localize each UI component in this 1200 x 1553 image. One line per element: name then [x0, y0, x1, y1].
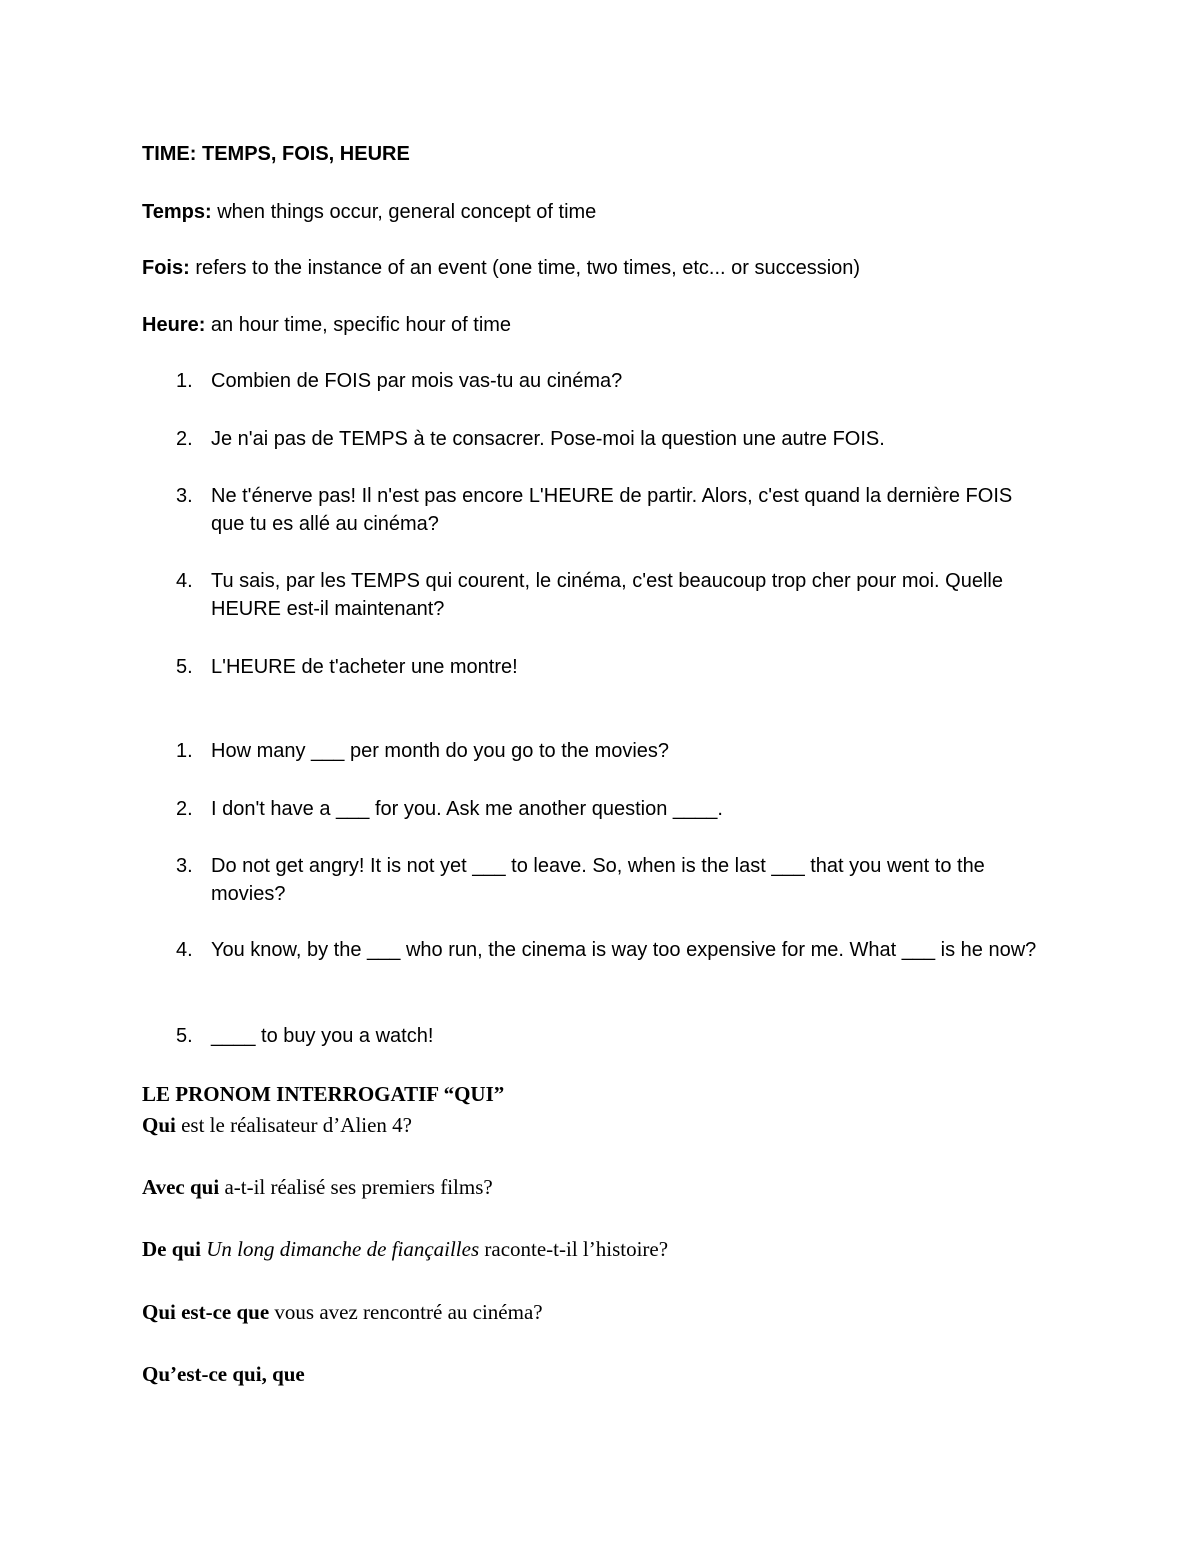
keyword: Qui est-ce que — [142, 1300, 270, 1324]
definition-term: Heure: — [142, 314, 206, 336]
keyword: Qui — [142, 1113, 176, 1137]
list-item: You know, by the ___ who run, the cinema is way too expensive for me. What ___ is he now? — [211, 939, 1037, 961]
list-item: Combien de FOIS par mois vas-tu au cinéma? — [211, 370, 623, 392]
example-text: vous avez rencontré au cinéma? — [269, 1300, 543, 1324]
list-number: 2. — [176, 428, 193, 450]
qui-example-2 — [142, 1172, 493, 1202]
keyword: Avec qui — [142, 1175, 220, 1199]
keyword: Qu’est-ce qui, que — [142, 1362, 305, 1386]
list-item: Ne t'énerve pas! Il n'est pas encore L'HEURE de partir. Alors, c'est quand la dernière FOIS que tu es allé au cinéma? — [211, 485, 1013, 535]
list-item: ____ to buy you a watch! — [211, 1025, 434, 1047]
list-number: 3. — [176, 855, 193, 877]
list-number: 4. — [176, 570, 193, 592]
qui-example-1 — [142, 1110, 412, 1140]
list-item: L'HEURE de t'acheter une montre! — [211, 656, 518, 678]
list-number: 5. — [176, 1025, 193, 1047]
definition-text: refers to the instance of an event (one time, two times, etc... or succession) — [189, 257, 861, 279]
list-number: 2. — [176, 798, 193, 820]
list-number: 1. — [176, 370, 193, 392]
definition-text: an hour time, specific hour of time — [205, 314, 512, 336]
keyword: De qui — [142, 1237, 201, 1261]
qui-example-4 — [142, 1297, 543, 1327]
example-text: a-t-il réalisé ses premiers films? — [219, 1175, 493, 1199]
list-number: 4. — [176, 939, 193, 961]
qui-example-3 — [142, 1234, 668, 1264]
list-number: 1. — [176, 740, 193, 762]
film-title: Un long dimanche de fiançailles — [206, 1237, 480, 1261]
list-item: Do not get angry! It is not yet ___ to leave. So, when is the last ___ that you went to the movies? — [211, 855, 985, 905]
definition-term: Temps: — [142, 201, 212, 223]
definition-temps — [142, 198, 596, 226]
list-number: 5. — [176, 656, 193, 678]
qui-example-5 — [142, 1359, 305, 1389]
example-text: est le réalisateur d’Alien 4? — [175, 1113, 413, 1137]
list-number: 3. — [176, 485, 193, 507]
list-item: Je n'ai pas de TEMPS à te consacrer. Pose-moi la question une autre FOIS. — [211, 428, 885, 450]
definition-term: Fois: — [142, 257, 190, 279]
page-title: TIME: TEMPS, FOIS, HEURE — [142, 143, 410, 165]
section-heading: LE PRONOM INTERROGATIF “QUI” — [142, 1082, 505, 1106]
list-item: Tu sais, par les TEMPS qui courent, le cinéma, c'est beaucoup trop cher pour moi. Quelle HEURE est-il maintenant? — [211, 570, 1003, 620]
list-item: How many ___ per month do you go to the movies? — [211, 740, 670, 762]
definition-heure — [142, 311, 511, 339]
example-text: raconte-t-il l’histoire? — [479, 1237, 669, 1261]
list-item: I don't have a ___ for you. Ask me another question ____. — [211, 798, 723, 820]
definition-text: when things occur, general concept of time — [211, 201, 597, 223]
definition-fois — [142, 254, 860, 282]
